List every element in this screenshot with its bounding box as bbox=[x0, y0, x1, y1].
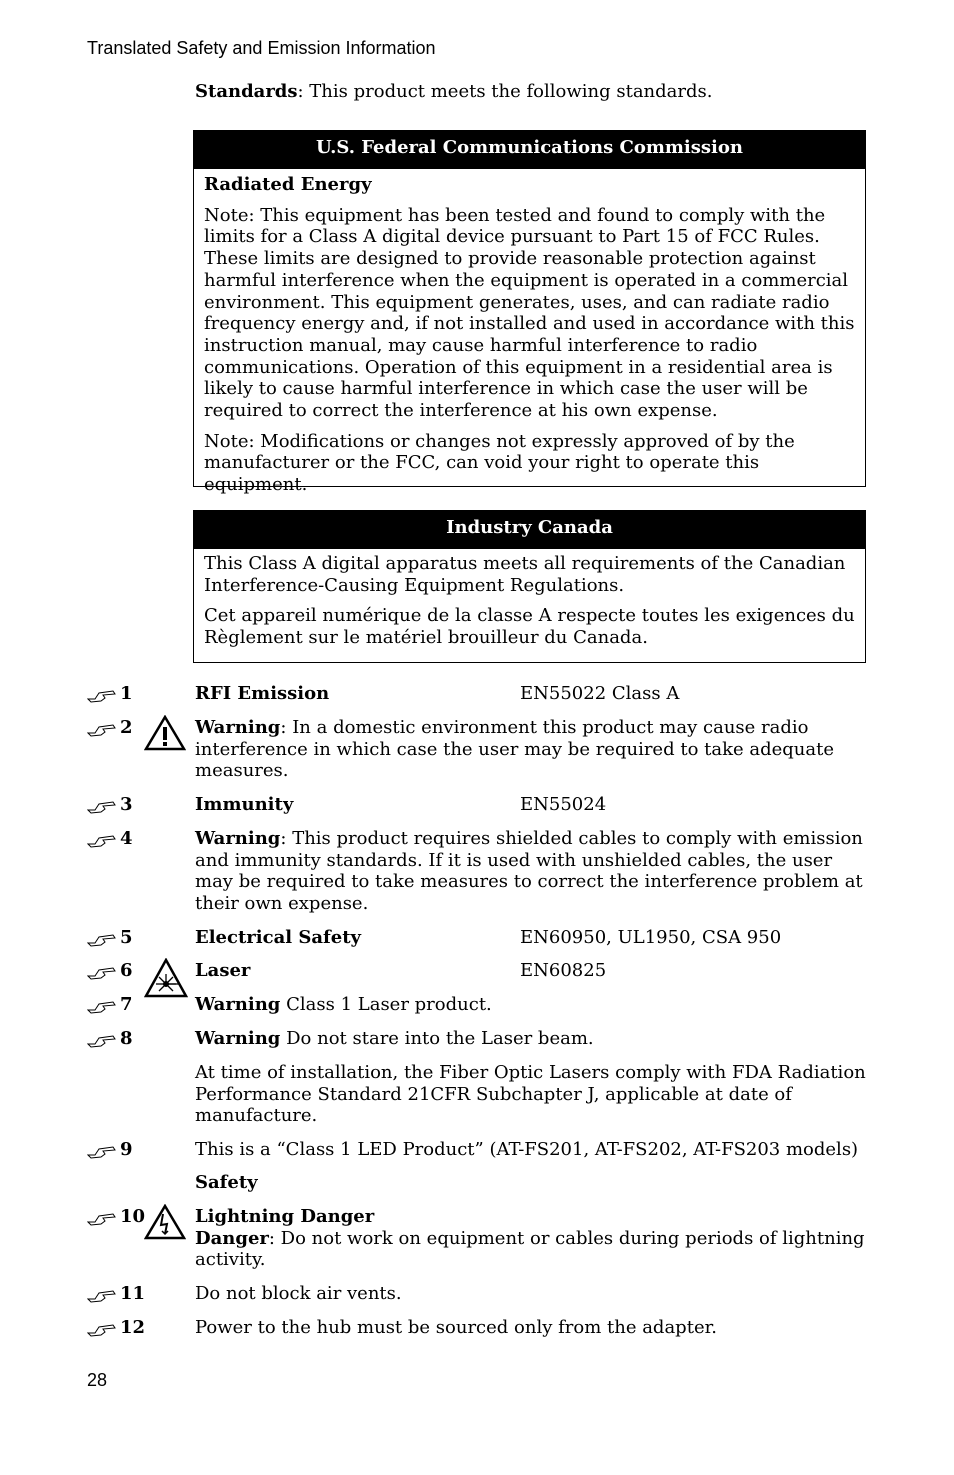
item-text: Warning: This product requires shielded cables to comply with emission and immunity standards. If it is used with unshielded cables, the user may be required to take measures to correct the interference problem at their own expense. bbox=[195, 828, 863, 915]
item-label: Warning bbox=[195, 994, 281, 1015]
fcc-heading: U.S. Federal Communications Commission bbox=[194, 131, 865, 169]
item-number: 10 bbox=[120, 1206, 146, 1227]
fcc-note-1: Note: This equipment has been tested and found to comply with the limits for a Class A digital device pursuant to Part 15 of FCC Rules. These limits are designed to provide reasonable protection against harmful interference when the equipment is operated in a commercial environment. This equipment generates, uses, and can radiate radio frequency energy and, if not installed and used in accordance with this instruction manual, may cause harmful interference to radio communications. Operation of this equipment in a residential area is likely to cause harmful interference in which case the user will be required to correct the interference at his own expense. bbox=[204, 204, 855, 422]
canada-heading: Industry Canada bbox=[194, 511, 865, 549]
pointing-hand-icon bbox=[87, 931, 117, 947]
item-number: 12 bbox=[120, 1317, 146, 1338]
item-number: 4 bbox=[120, 828, 133, 849]
item-number: 2 bbox=[120, 717, 133, 738]
item-text: Lightning Danger Danger: Do not work on equipment or cables during periods of lightning activity. bbox=[195, 1206, 865, 1271]
item-number: 7 bbox=[120, 994, 133, 1015]
canada-text-en: This Class A digital apparatus meets all requirements of the Canadian Interference-Causing Equipment Regulations. bbox=[204, 553, 846, 596]
item-text: Warning Class 1 Laser product. bbox=[195, 994, 492, 1015]
laser-hazard-icon bbox=[144, 958, 188, 998]
page-number: 28 bbox=[87, 1370, 108, 1390]
pointing-hand-icon bbox=[87, 1032, 117, 1048]
fcc-box bbox=[193, 130, 866, 496]
item-text: Warning: In a domestic environment this product may cause radio interference in which case the user may be required to take adequate measures. bbox=[195, 717, 835, 782]
pointing-hand-icon bbox=[87, 1321, 117, 1337]
item-label: Warning bbox=[195, 717, 281, 738]
item-number: 5 bbox=[120, 927, 133, 948]
item-label: Immunity bbox=[195, 794, 294, 815]
canada-box bbox=[193, 510, 866, 663]
fcc-note-2: Note: Modifications or changes not expressly approved of by the manufacturer or the FCC, can void your right to operate this equipment. bbox=[204, 430, 795, 496]
pointing-hand-icon bbox=[87, 1287, 117, 1303]
item-label: Electrical Safety bbox=[195, 927, 361, 948]
item-number: 11 bbox=[120, 1283, 146, 1304]
item-label: Laser bbox=[195, 960, 251, 981]
safety-heading: Safety bbox=[195, 1172, 258, 1193]
standards-label: Standards bbox=[195, 81, 298, 102]
item-value: EN55024 bbox=[520, 794, 607, 815]
item-value: EN60825 bbox=[520, 960, 607, 981]
standards-text: : This product meets the following standards. bbox=[297, 81, 713, 102]
canada-text-fr: Cet appareil numérique de la classe A respecte toutes les exigences du Règlement sur le matériel brouilleur du Canada. bbox=[204, 605, 855, 649]
item-value: EN55022 Class A bbox=[520, 683, 680, 704]
pointing-hand-icon bbox=[87, 798, 117, 814]
item-number: 6 bbox=[120, 960, 133, 981]
item-number: 3 bbox=[120, 794, 133, 815]
pointing-hand-icon bbox=[87, 721, 117, 737]
item-value: EN60950, UL1950, CSA 950 bbox=[520, 927, 782, 948]
item-number: 9 bbox=[120, 1139, 133, 1160]
warning-triangle-icon bbox=[144, 715, 186, 751]
item-label: RFI Emission bbox=[195, 683, 330, 704]
item-sublabel: Danger bbox=[195, 1227, 269, 1249]
lightning-hazard-icon bbox=[144, 1204, 186, 1240]
item-label: Lightning Danger bbox=[195, 1206, 375, 1227]
pointing-hand-icon bbox=[87, 1143, 117, 1159]
pointing-hand-icon bbox=[87, 832, 117, 848]
item-text: Warning Do not stare into the Laser beam. bbox=[195, 1028, 594, 1049]
pointing-hand-icon bbox=[87, 998, 117, 1014]
item-text: Do not block air vents. bbox=[195, 1283, 402, 1304]
item-number: 8 bbox=[120, 1028, 133, 1049]
item-text: Power to the hub must be sourced only from the adapter. bbox=[195, 1317, 717, 1338]
standards-intro bbox=[195, 81, 712, 102]
running-header: Translated Safety and Emission Information bbox=[87, 38, 436, 58]
item-number: 1 bbox=[120, 683, 133, 704]
fda-note: At time of installation, the Fiber Optic Lasers comply with FDA Radiation Performance Standard 21CFR Subchapter J, applicable at date of manufacture. bbox=[195, 1062, 866, 1127]
item-label: Warning bbox=[195, 828, 281, 849]
pointing-hand-icon bbox=[87, 687, 117, 703]
item-label: Warning bbox=[195, 1028, 281, 1049]
fcc-subheading: Radiated Energy bbox=[204, 174, 372, 195]
pointing-hand-icon bbox=[87, 964, 117, 980]
pointing-hand-icon bbox=[87, 1210, 117, 1226]
item-text: This is a “Class 1 LED Product” (AT-FS201, AT-FS202, AT-FS203 models) bbox=[195, 1139, 859, 1160]
